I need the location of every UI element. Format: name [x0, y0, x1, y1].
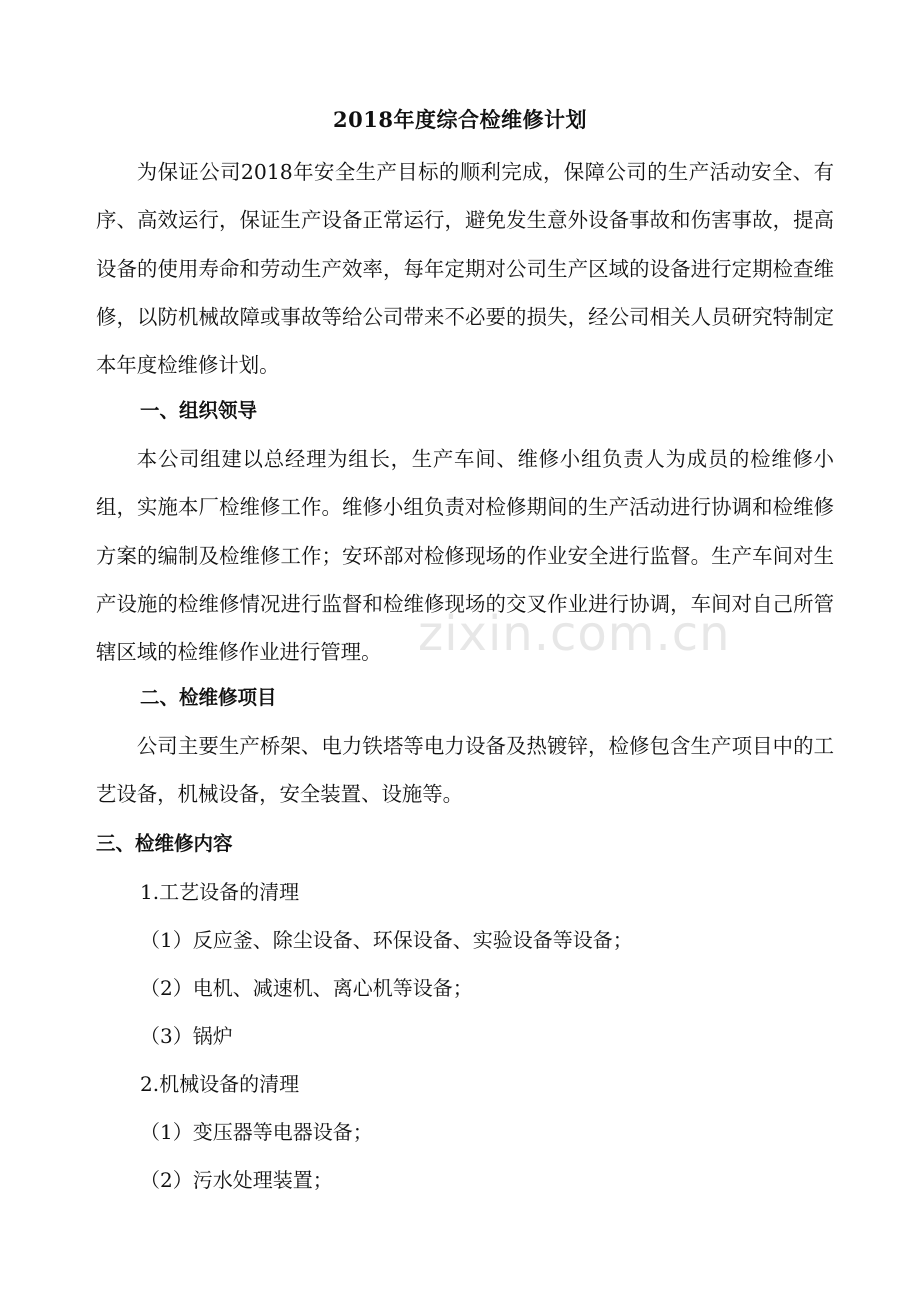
- projects-paragraph: 公司主要生产桥架、电力铁塔等电力设备及热镀锌，检修包含生产项目中的工艺设备，机械设备，安全装置、设施等。: [96, 734, 834, 807]
- organization-paragraph: 本公司组建以总经理为组长，生产车间、维修小组负责人为成员的检维修小组，实施本厂检维修工作。维修小组负责对检修期间的生产活动进行协调和检维修方案的编制及检维修工作；安环部对检修现场的作业安全进行监督。生产车间对生产设施的检维修情况进行监督和检维修现场的交叉作业进行协调，车间对自己所管辖区域的检维修作业进行管理。: [96, 447, 834, 665]
- section-heading-projects: 二、检维修项目: [140, 686, 277, 709]
- list-item: （3）锅炉: [140, 1024, 233, 1048]
- list-item: （1）变压器等电器设备；: [140, 1120, 373, 1144]
- list-item: （1）反应釜、除尘设备、环保设备、实验设备等设备；: [140, 928, 633, 952]
- section-heading-organization: 一、组织领导: [140, 399, 258, 422]
- watermark: zixin.com.cn: [418, 606, 731, 662]
- list-item: （2）污水处理装置；: [140, 1168, 333, 1192]
- list-item: 2.机械设备的清理: [140, 1072, 300, 1096]
- intro-paragraph: 为保证公司2018年安全生产目标的顺利完成，保障公司的生产活动安全、有序、高效运行，保证生产设备正常运行，避免发生意外设备事故和伤害事故，提高设备的使用寿命和劳动生产效率，每年定期对公司生产区域的设备进行定期检查维修，以防机械故障或事故等给公司带来不必要的损失，经公司相关人员研究特制定本年度检维修计划。: [96, 160, 834, 378]
- document-title: 2018年度综合检维修计划: [333, 107, 587, 132]
- list-item: 1.工艺设备的清理: [140, 880, 300, 904]
- list-item: （2）电机、减速机、离心机等设备；: [140, 976, 473, 1000]
- section-heading-content: 三、检维修内容: [96, 832, 233, 855]
